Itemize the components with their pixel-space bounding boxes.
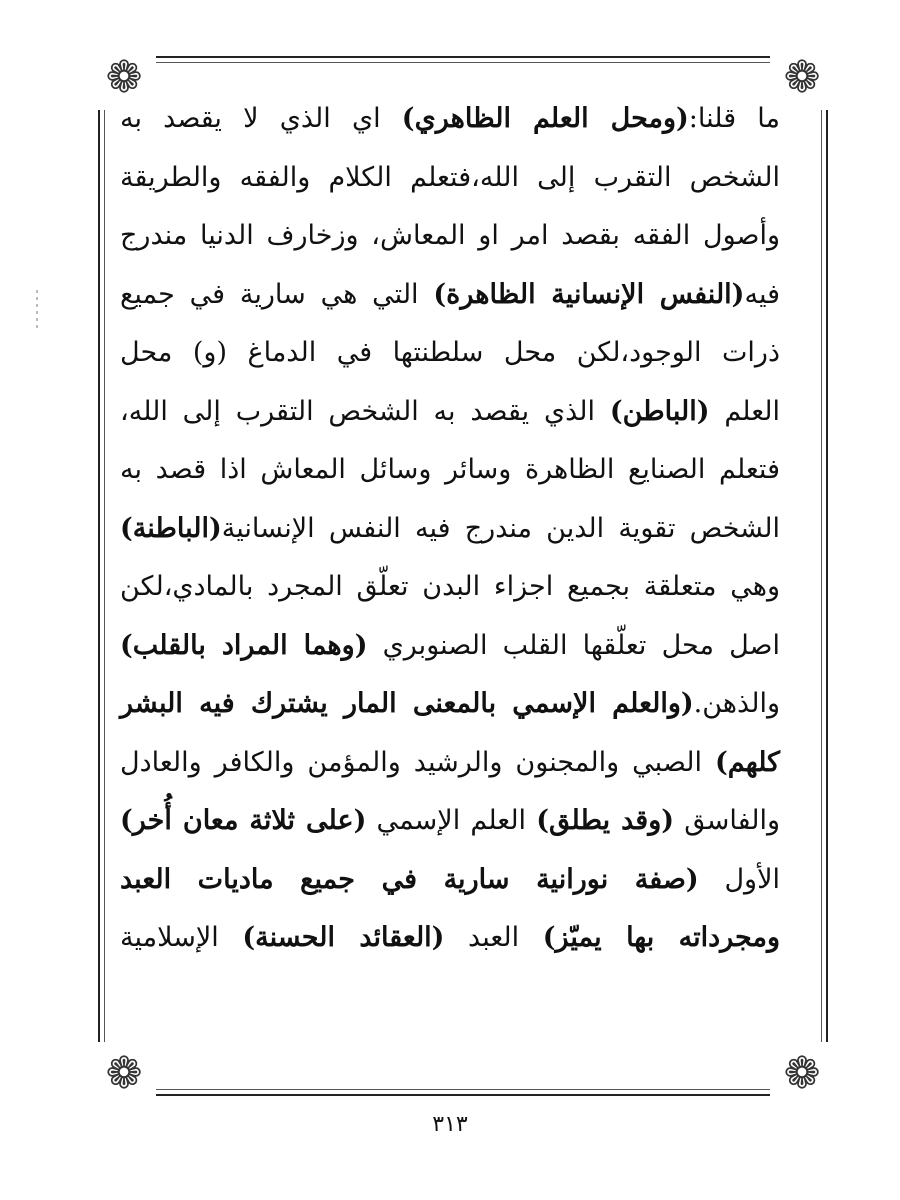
text-segment: الصبي والمجنون والرشيد والمؤمن والكافر والعادل: [120, 746, 716, 778]
bold-text-segment: (الباطنة): [120, 512, 222, 544]
floral-corner-icon: ❁: [770, 46, 834, 110]
floral-corner-icon: ❁: [92, 1042, 156, 1106]
bold-text-segment: (العقائد الحسنة): [242, 922, 445, 953]
text-line: [120, 734, 780, 793]
bold-text-segment: (ومحل العلم الظاهري): [401, 103, 689, 134]
text-segment: ما قلنا:: [688, 103, 780, 134]
text-segment: اصل محل تعلّقها القلب الصنوبري: [367, 629, 780, 661]
text-segment: التي هي سارية في جميع: [120, 278, 434, 310]
bold-text-segment: (على ثلاثة معان أُخر): [120, 805, 367, 836]
bold-text-segment: (وهما المراد بالقلب): [120, 629, 368, 661]
text-segment: فتعلم الصنايع الظاهرة وسائر وسائل المعاش اذا قصد به: [120, 454, 780, 485]
text-line: [120, 90, 780, 149]
text-segment: ذرات الوجود،لكن محل سلطنتها في الدماغ (و) محل: [120, 337, 780, 368]
text-line: [120, 383, 780, 442]
text-line: [120, 558, 780, 617]
text-segment: العلم: [709, 395, 780, 427]
text-line: [120, 266, 780, 325]
text-segment: فيه: [744, 278, 780, 310]
page-number: ٣١٣: [432, 1112, 468, 1137]
bold-text-segment: (صفة نورانية سارية في جميع ماديات العبد: [120, 863, 699, 895]
bold-text-segment: (والعلم الإسمي بالمعنى المار يشترك فيه البشر: [120, 688, 694, 719]
text-line: [120, 441, 780, 500]
text-segment: اي الذي لا يقصد به: [120, 103, 402, 134]
bold-text-segment: (النفس الإنسانية الظاهرة): [433, 278, 745, 310]
text-line: [120, 324, 780, 383]
text-segment: والذهن.: [693, 688, 780, 719]
text-segment: الذي يقصد به الشخص التقرب إلى الله،: [120, 395, 610, 427]
text-line: [120, 500, 780, 559]
text-segment: الشخص التقرب إلى الله،فتعلم الكلام والفقه والطريقة: [120, 161, 780, 193]
text-segment: الأول: [698, 863, 780, 895]
page-body-text: [120, 90, 780, 968]
text-segment: وهي متعلقة بجميع اجزاء البدن تعلّق المجرد بالمادي،لكن: [120, 571, 780, 602]
text-segment: والفاسق: [674, 805, 781, 836]
floral-corner-icon: ❁: [770, 1042, 834, 1106]
bold-text-segment: (الباطن): [609, 395, 710, 427]
bold-text-segment: كلهم): [715, 746, 780, 778]
text-line: [120, 792, 780, 851]
bold-text-segment: ومجرداته بها يميّز): [542, 922, 780, 953]
scan-margin-mark: [36, 290, 38, 330]
text-line: [120, 207, 780, 266]
text-segment: وأصول الفقه بقصد امر او المعاش، وزخارف الدنيا مندرج: [120, 220, 780, 251]
text-line: [120, 909, 780, 968]
bold-text-segment: (وقد يطلق): [536, 805, 675, 836]
text-segment: العلم الإسمي: [366, 805, 537, 836]
text-segment: العبد: [444, 922, 543, 953]
text-line: [120, 617, 780, 676]
text-segment: الإسلامية: [120, 922, 243, 953]
text-segment: الشخص تقوية الدين مندرج فيه النفس الإنسانية: [221, 512, 780, 544]
text-line: [120, 675, 780, 734]
text-line: [120, 149, 780, 208]
floral-corner-icon: ❁: [92, 46, 156, 110]
text-line: [120, 851, 780, 910]
